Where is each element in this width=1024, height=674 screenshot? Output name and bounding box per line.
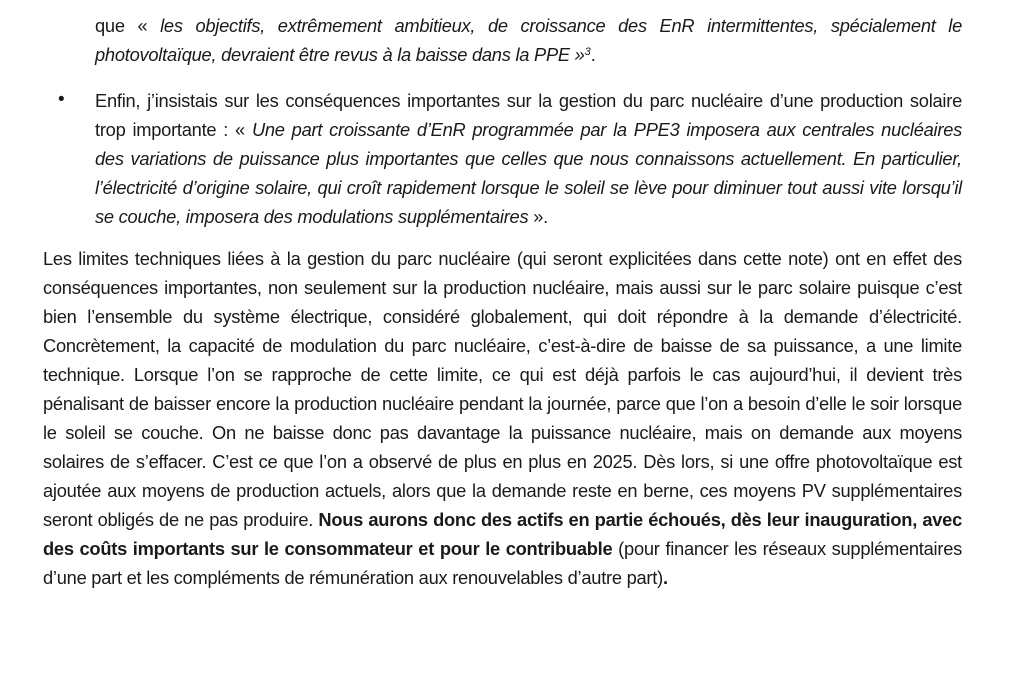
text-run: Les limites techniques liées à la gestion du parc nucléaire (qui seront explicitées dans cette note) ont en effet des conséquences importantes, non seulement sur la production nucléaire, mais aussi sur le parc solaire puisque c’est bien l’ensemble du système électrique, considéré globalement, qui doit répondre à la demande d’électricité. Concrètement, la capacité de modulation du parc nucléaire, c’est-à-dire de baisse de sa puissance, a une limite technique. Lorsque l’on se rapproche de cette limite, ce qui est déjà parfois le cas aujourd’hui, il devient très pénalisant de baisser encore la production nucléaire pendant la journée, parce que l’on a besoin d’elle le soir lorsque le soleil se couche. On ne baisse donc pas davantage la puissance nucléaire, mais on demande aux moyens solaires de s’effacer. C’est ce que l’on a observé de plus en plus en 2025. Dès lors, si une offre photovoltaïque est ajoutée aux moyens de production actuels, alors que la demande reste en berne, ces moyens PV supplémentaires seront obligés de ne pas produire. bbox=[43, 248, 962, 530]
text-run: Une part croissante d’EnR programmée par la PPE3 imposera aux centrales nucléaires des variations de puissance plus importantes que celles que nous connaissons actuellement. En particulier, l’électricité d’origine solaire, qui croît rapidement lorsque le soleil se lève pour diminuer tout aussi vite lorsqu’il se couche, imposera des modulations supplémentaires bbox=[95, 119, 962, 227]
bullet-list-item bbox=[58, 86, 962, 231]
quote-continuation-paragraph bbox=[95, 11, 962, 73]
text-run: les objectifs, extrêmement ambitieux, de croissance des EnR intermittentes, spécialement le photovoltaïque, devraient être revus à la baisse dans la PPE » bbox=[95, 15, 963, 65]
bullet-marker: • bbox=[58, 89, 65, 110]
body-paragraph bbox=[43, 244, 962, 592]
bullet-item-paragraph bbox=[95, 86, 962, 231]
footnote-reference: 3 bbox=[584, 45, 591, 58]
text-run: Nous aurons donc des actifs en partie échoués, dès leur inauguration, avec des coûts importants sur le consommateur et pour le contribuable bbox=[43, 509, 962, 559]
text-run: que « bbox=[95, 15, 161, 36]
text-run: . bbox=[590, 44, 596, 65]
text-run: . bbox=[662, 567, 668, 588]
text-run: ». bbox=[528, 206, 548, 227]
text-run: Enfin, j’insistais sur les conséquences importantes sur la gestion du parc nucléaire d’une production solaire trop importante : « bbox=[95, 90, 962, 140]
text-run: (pour financer les réseaux supplémentaires d’une part et les compléments de rémunération aux renouvelables d’autre part) bbox=[43, 538, 963, 588]
